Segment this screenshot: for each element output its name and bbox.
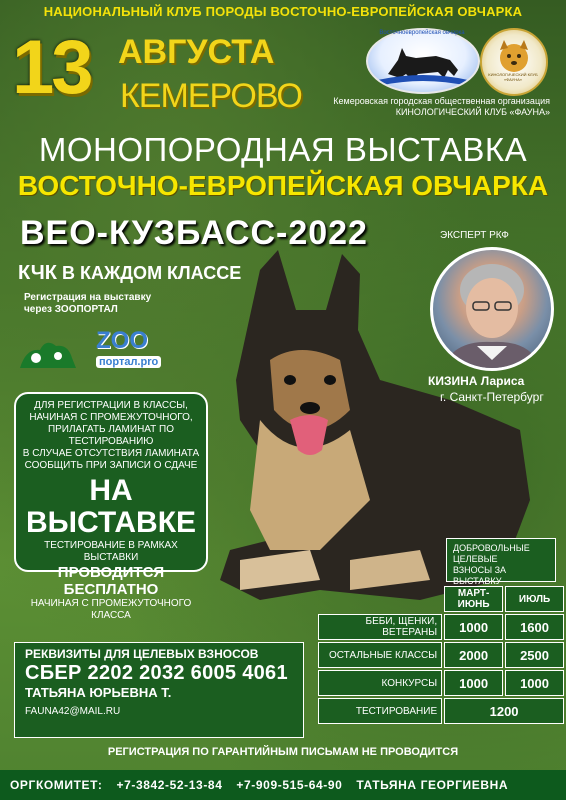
organizer-line-1: Кемеровская городская общественная организация — [333, 96, 550, 106]
shepherd-silhouette-icon — [368, 30, 478, 92]
table-row — [318, 698, 564, 724]
breed-title: ВОСТОЧНО-ЕВРОПЕЙСКАЯ ОВЧАРКА — [17, 170, 549, 201]
fee-value: 1000 — [444, 670, 503, 696]
zooportal-logo-text: ZOO — [96, 327, 148, 354]
event-city: КЕМЕРОВО — [120, 77, 302, 115]
info-line-5: СООБЩИТЬ ПРИ ЗАПИСИ О СДАЧЕ — [24, 460, 198, 471]
fee-row-label: БЕБИ, ЩЕНКИ, ВЕТЕРАНЫ — [318, 614, 442, 640]
table-row — [318, 670, 564, 696]
card-number: СБЕР 2202 2032 6005 4061 — [25, 662, 288, 684]
expert-photo — [430, 247, 554, 371]
fees-column-header: МАРТ-ИЮНЬ — [444, 586, 503, 612]
info-line-3: ПРИЛАГАТЬ ЛАМИНАТ ПО ТЕСТИРОВАНИЮ — [47, 424, 175, 447]
table-row — [318, 614, 564, 640]
event-day: 13 — [12, 25, 91, 110]
kchk-label: КЧК — [18, 262, 57, 284]
event-name: ВЕО-КУЗБАСС-2022 — [20, 214, 368, 252]
email-link[interactable]: FAUNA42@MAIL.RU — [25, 706, 121, 717]
registration-line-1: Регистрация на выставку — [24, 292, 152, 303]
veo-logo-text: Восточноевропейская овчарка — [379, 30, 465, 36]
registration-info — [24, 292, 151, 316]
requisites-box — [14, 642, 304, 738]
fauna-club-logo — [480, 28, 548, 96]
info-line-2: НАЧИНАЯ С ПРОМЕЖУТОЧНОГО, — [29, 412, 193, 423]
fee-value: 1000 — [444, 614, 503, 640]
info-free-line: ПРОВОДИТСЯ БЕСПЛАТНО — [57, 564, 165, 598]
event-month: АВГУСТА — [118, 33, 275, 71]
registration-line-2: через ЗООПОРТАЛ — [24, 304, 118, 315]
fee-row-label: КОНКУРСЫ — [318, 670, 442, 696]
table-row — [318, 642, 564, 668]
requisites-title: РЕКВИЗИТЫ ДЛЯ ЦЕЛЕВЫХ ВЗНОСОВ — [25, 647, 259, 661]
footer-label: ОРГКОМИТЕТ: — [10, 778, 103, 792]
fees-header — [446, 538, 556, 586]
veo-club-logo — [366, 28, 480, 94]
fees-table — [316, 584, 566, 726]
info-line-4: В СЛУЧАЕ ОТСУТСТВИЯ ЛАМИНАТА — [22, 448, 200, 459]
fee-value: 1600 — [505, 614, 564, 640]
expert-label: ЭКСПЕРТ РКФ — [440, 230, 509, 241]
expert-city: г. Санкт-Петербург — [440, 390, 544, 404]
info-line-1: ДЛЯ РЕГИСТРАЦИИ В КЛАССЫ, — [34, 400, 188, 411]
expert-portrait-icon — [433, 250, 551, 368]
fee-row-label: ОСТАЛЬНЫЕ КЛАССЫ — [318, 642, 442, 668]
fee-value: 2000 — [444, 642, 503, 668]
zooportal-logo-subtext: портал.pro — [96, 356, 161, 368]
animals-icon — [16, 328, 96, 374]
fees-table-header-row — [318, 586, 564, 612]
info-line-6: ТЕСТИРОВАНИЕ В РАМКАХ ВЫСТАВКИ — [44, 540, 178, 563]
footer-phone-2[interactable]: +7-909-515-64-90 — [236, 778, 343, 792]
footer-bar — [0, 770, 566, 800]
info-headline: НА ВЫСТАВКЕ — [25, 474, 197, 539]
fee-value: 2500 — [505, 642, 564, 668]
organizer-line-2: КИНОЛОГИЧЕСКИЙ КЛУБ «ФАУНА» — [395, 107, 550, 117]
fauna-logo-text: КИНОЛОГИЧЕСКИЙ КЛУБ «ФАУНА» — [488, 72, 538, 82]
fees-header-line-2: ВЗНОСЫ ЗА ВЫСТАВКУ — [453, 565, 507, 586]
footer-phone-1[interactable]: +7-3842-52-13-84 — [116, 778, 223, 792]
fees-column-header: ИЮЛЬ — [505, 586, 564, 612]
organizer-text — [300, 96, 550, 118]
info-line-7: НАЧИНАЯ С ПРОМЕЖУТОЧНОГО КЛАССА — [30, 598, 192, 621]
fee-value: 1200 — [444, 698, 564, 724]
event-type: МОНОПОРОДНАЯ ВЫСТАВКА — [38, 131, 528, 168]
fee-row-label: ТЕСТИРОВАНИЕ — [318, 698, 442, 724]
fees-header-line-1: ДОБРОВОЛЬНЫЕ ЦЕЛЕВЫЕ — [453, 543, 530, 564]
footer-contact: ТАТЬЯНА ГЕОРГИЕВНА — [356, 778, 509, 792]
notice-text: РЕГИСТРАЦИЯ ПО ГАРАНТИЙНЫМ ПИСЬМАМ НЕ ПРОВОДИТСЯ — [107, 746, 459, 758]
testing-info-box — [14, 392, 208, 621]
fees-table-corner — [318, 586, 442, 612]
fee-value: 1000 — [505, 670, 564, 696]
kchk-rest: В КАЖДОМ КЛАССЕ — [61, 263, 242, 283]
card-holder: ТАТЬЯНА ЮРЬЕВНА Т. — [25, 685, 172, 700]
dog-face-icon — [482, 30, 546, 94]
expert-name: КИЗИНА Лариса — [428, 374, 525, 388]
club-title: НАЦИОНАЛЬНЫЙ КЛУБ ПОРОДЫ ВОСТОЧНО-ЕВРОПЕЙСКАЯ ОВЧАРКА — [43, 4, 523, 19]
